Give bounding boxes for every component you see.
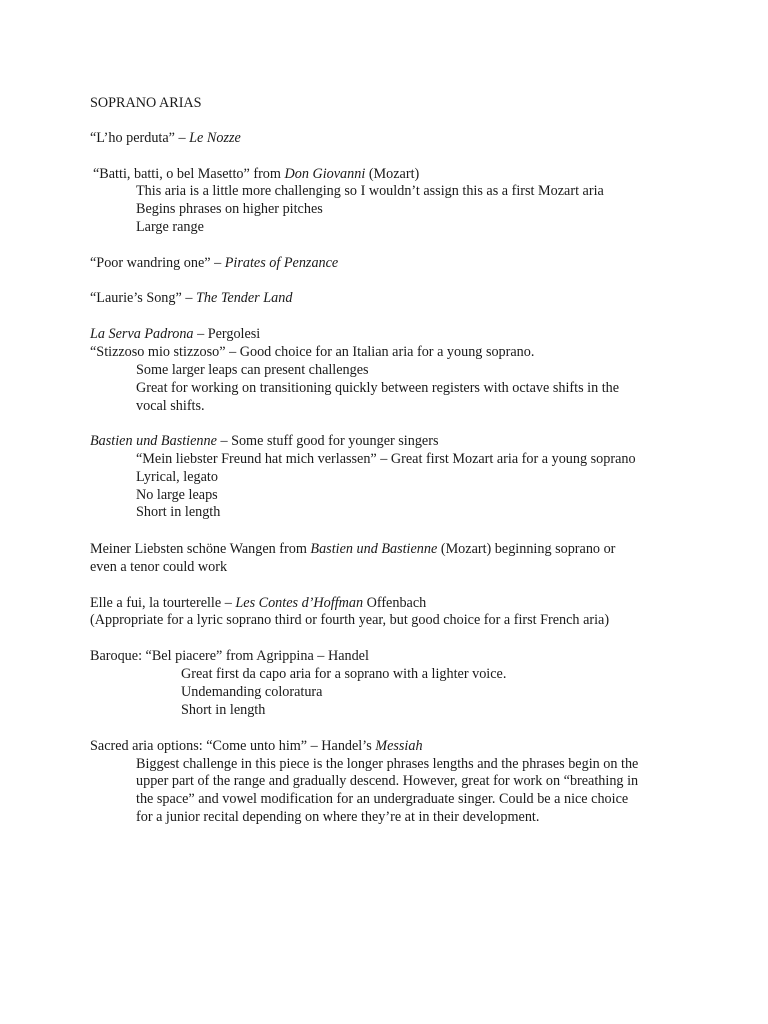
note-line: Undemanding coloratura <box>181 684 323 700</box>
note-line: Begins phrases on higher pitches <box>136 201 323 217</box>
opera-title: Le Nozze <box>189 130 241 146</box>
entry-sacred-heading <box>90 737 423 755</box>
entry-batti <box>93 165 419 183</box>
entry-meiner-cont: even a tenor could work <box>90 559 228 575</box>
note-line: Large range <box>136 219 204 235</box>
note-line: “Mein liebster Freund hat mich verlassen” – Great first Mozart aria for a young soprano <box>136 451 636 467</box>
entry-text: “Batti, batti, o bel Masetto” from <box>93 166 285 182</box>
note-line: the space” and vowel modification for an undergraduate singer. Could be a nice choice <box>136 791 629 807</box>
opera-title: Bastien und Bastienne <box>310 541 438 557</box>
note-line: Great for working on transitioning quickly between registers with octave shifts in the <box>136 380 620 396</box>
entry-text: Elle a fui, la tourterelle – <box>90 595 236 611</box>
opera-title: Pirates of Penzance <box>224 255 339 271</box>
entry-elle-note: (Appropriate for a lyric soprano third or fourth year, but good choice for a first French aria) <box>90 612 610 628</box>
note-line: Lyrical, legato <box>136 469 218 485</box>
note-line: for a junior recital depending on where they’re at in their development. <box>136 809 540 825</box>
note-line: Biggest challenge in this piece is the longer phrases lengths and the phrases begin on the <box>136 756 639 772</box>
entry-serva-line: “Stizzoso mio stizzoso” – Good choice for an Italian aria for a young soprano. <box>90 344 535 360</box>
composer: (Mozart) <box>365 166 420 182</box>
entry-poor-wandring <box>90 254 338 272</box>
opera-title: Don Giovanni <box>284 166 366 182</box>
note-line: No large leaps <box>136 487 218 503</box>
composer: – Pergolesi <box>193 326 261 342</box>
note-line: Great first da capo aria for a soprano with a lighter voice. <box>181 666 507 682</box>
note-line: vocal shifts. <box>136 398 205 414</box>
note-line: upper part of the range and gradually descend. However, great for work on “breathing in <box>136 773 639 789</box>
entry-text: Meiner Liebsten schöne Wangen from <box>90 541 311 557</box>
entry-text: “L’ho perduta” – <box>90 130 190 146</box>
opera-title: Messiah <box>375 738 423 754</box>
page-title: SOPRANO ARIAS <box>90 95 202 111</box>
opera-title: Bastien und Bastienne <box>90 433 217 449</box>
entry-elle <box>90 594 426 612</box>
entry-baroque-heading: Baroque: “Bel piacere” from Agrippina – Handel <box>90 648 369 664</box>
entry-meiner <box>90 540 615 558</box>
note-line: This aria is a little more challenging so I wouldn’t assign this as a first Mozart aria <box>136 183 604 199</box>
entry-text: “Poor wandring one” – <box>90 255 225 271</box>
composer: Offenbach <box>363 595 427 611</box>
entry-laurie <box>90 289 292 307</box>
note-line: Some larger leaps can present challenges <box>136 362 369 378</box>
entry-bastien-heading <box>90 432 438 450</box>
entry-text: “Laurie’s Song” – <box>90 290 196 306</box>
entry-text: Sacred aria options: “Come unto him” – Handel’s <box>90 738 376 754</box>
opera-title: La Serva Padrona <box>90 326 194 342</box>
opera-title: Les Contes d’Hoffman <box>235 595 364 611</box>
opera-title: The Tender Land <box>195 290 293 306</box>
note-line: Short in length <box>181 702 266 718</box>
entry-text: – Some stuff good for younger singers <box>216 433 439 449</box>
entry-text: (Mozart) beginning soprano or <box>437 541 616 557</box>
note-line: Short in length <box>136 504 221 520</box>
entry-le-nozze <box>90 129 241 147</box>
entry-serva-heading <box>90 325 260 343</box>
